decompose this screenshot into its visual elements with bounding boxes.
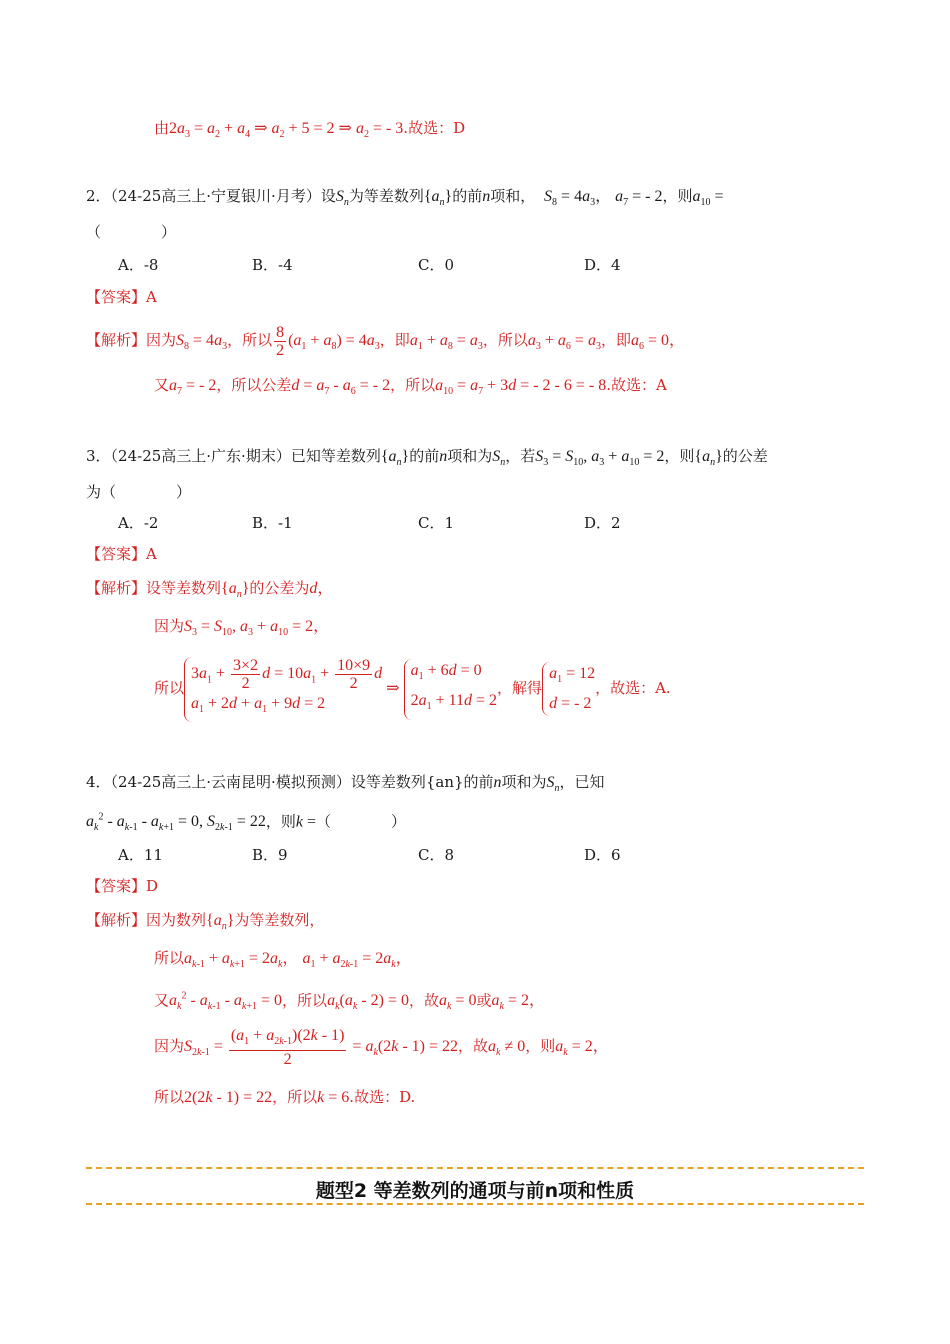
analysis-text: .故选：D. <box>349 1088 416 1106</box>
q4-text: 项和为 <box>501 773 547 791</box>
q3-analysis-line1: 【解析】设等差数列$\{a_n\}$的公差为d， <box>86 579 334 601</box>
analysis-label: 【解析】 <box>86 911 147 929</box>
analysis-text: ，故 <box>458 1037 489 1055</box>
section-divider-bottom <box>86 1203 864 1205</box>
q3-text: 的公差 <box>722 447 768 465</box>
q4-text: （ ） <box>316 812 407 831</box>
section-divider-top <box>86 1167 864 1169</box>
q4-option-d: D．6 <box>584 846 621 864</box>
q4-text: 设等差数列{an}的前 <box>350 773 494 791</box>
analysis-text: 因为 <box>154 617 185 635</box>
q2-option-b: B．-4 <box>252 256 293 274</box>
q2-answer <box>86 287 157 307</box>
q3-number: 3． <box>86 447 111 465</box>
analysis-text: ，所以 <box>390 376 436 394</box>
analysis-label: 【解析】 <box>86 579 147 597</box>
analysis-text: 所以 <box>154 949 185 967</box>
q2-analysis-line2: 又$a_7$ = - 2，所以公差$d = a_7 - a_6$ = - 2，所以$a_{10} = a_7 + 3d$ = - 2 - 6 = - 8.故选：A <box>154 376 667 398</box>
analysis-text: ，所以 <box>227 331 273 349</box>
choice-text: .故选：D <box>403 119 466 137</box>
q2-text: ，则 <box>662 187 693 205</box>
analysis-text: ，所以公差 <box>216 376 292 394</box>
q3-text: 的前 <box>409 447 440 465</box>
q4-analysis-line5: 所以2(2k - 1) = 22，所以k = 6.故选：D. <box>154 1088 416 1106</box>
q3-blank: 为（ ） <box>86 483 192 501</box>
section-title: 题型2 等差数列的通项与前n项和性质 <box>315 1180 635 1202</box>
q3-source: （24-25高三上·广东·期末） <box>110 447 291 465</box>
q4-stem-line2: $a_k^2 - a_{k-1} - a_{k+1} = 0$, $S_{2k-1} = 22$，则k =（ ） <box>86 812 407 834</box>
q2-stem: 2．（24-25高三上·宁夏银川·月考）设$S_n$为等差数列$\{a_n\}$的前n项和， $S_8 = 4a_3$， $a_7$ = - 2，则$a_{10}$ = <box>86 187 724 209</box>
answer-value: A <box>146 288 157 306</box>
analysis-text: 因为 <box>154 1037 185 1055</box>
analysis-text: ，故 <box>408 991 439 1010</box>
analysis-text: 又 <box>154 991 170 1010</box>
q2-blank: （ ） <box>86 223 177 241</box>
answer-label: 【答案】 <box>86 545 147 563</box>
q4-option-a: A．11 <box>118 846 163 864</box>
q3-answer <box>86 544 157 564</box>
analysis-text: 所以 <box>154 679 185 697</box>
q2-text: 项和， <box>490 187 536 205</box>
q2-text: 的前 <box>452 187 483 205</box>
q4-text: ，已知 <box>559 773 605 791</box>
analysis-text: 因为数列 <box>146 911 207 929</box>
analysis-text: 或 <box>476 991 492 1010</box>
q3-text: ，若 <box>505 447 536 465</box>
q3-analysis-line2: 因为$S_3 = S_{10}$, $a_3 + a_{10} = 2$， <box>154 617 330 639</box>
q4-analysis-line2: 所以$a_{k-1} + a_{k+1} = 2a_k$， $a_1 + a_{2k-1} = 2a_k$， <box>154 949 412 971</box>
q2-text: 设 <box>320 187 336 205</box>
answer-value: D <box>146 877 159 895</box>
q2-option-c: C．0 <box>418 256 455 274</box>
q4-option-b: B．9 <box>252 846 288 864</box>
lead-text: 由 <box>154 119 170 137</box>
previous-solution-line <box>154 118 465 145</box>
answer-value: A <box>146 545 157 563</box>
q4-text: ，则 <box>265 812 296 831</box>
analysis-text: ，即 <box>600 331 631 349</box>
q2-source: （24-25高三上·宁夏银川·月考） <box>110 187 321 205</box>
analysis-text: ，解得 <box>497 679 543 697</box>
q4-number: 4． <box>86 773 111 791</box>
q3-option-a: A．-2 <box>118 514 159 532</box>
q4-analysis-line3: 又$a_k^2 - a_{k-1} - a_{k+1} = 0$，所以$a_k(a_k - 2) = 0$，故$a_k = 0$或$a_k = 2$， <box>154 991 545 1013</box>
q3-text: 项和为 <box>447 447 493 465</box>
q3-option-b: B．-1 <box>252 514 293 532</box>
analysis-text: 所以 <box>154 1088 185 1106</box>
answer-label: 【答案】 <box>86 288 147 306</box>
q3-option-d: D．2 <box>584 514 621 532</box>
analysis-text: 为等差数列， <box>234 911 325 929</box>
analysis-text: ，所以 <box>482 331 528 349</box>
q4-option-c: C．8 <box>418 846 455 864</box>
analysis-text: 又 <box>154 376 170 394</box>
q3-stem: 3．（24-25高三上·广东·期末）已知等差数列$\{a_n\}$的前n项和为$S_n$，若$S_3 = S_{10}$, $a_3 + a_{10} = 2$，则$\{a_n\}$的公差 <box>86 447 768 469</box>
q2-option-a: A．-8 <box>118 256 159 274</box>
analysis-text: ，所以 <box>272 1088 318 1106</box>
q2-analysis-line1: 【解析】因为$S_8 = 4a_3$，所以 $\frac{8}{2}$ $(a_1 + a_8) = 4a_3$，即$a_1 + a_8 = a_3$，所以$a_3 + a_6 = a_3$，即$a_6 = 0$， <box>86 323 685 359</box>
analysis-text: ，则 <box>525 1037 556 1055</box>
q3-text: ，则 <box>664 447 695 465</box>
q4-answer <box>86 876 158 896</box>
q2-option-d: D．4 <box>584 256 621 274</box>
q3-analysis-line3: 所以$3a_1$ + $\frac{3\times 2}{2}$ $d = 10a_1$ + $\frac{10\times 9}{2}$ d $a_1 + 2d + a_1 + 9d = 2$ ⇒ $a_1 + 6d = 0$ $2a_1 + 11d = 2$，解得$a_1 = 12$ d = - 2，故选：A. <box>154 652 671 725</box>
q3-text: 已知等差数列 <box>290 447 381 465</box>
analysis-label: 【解析】 <box>86 331 147 349</box>
analysis-text: ，所以 <box>282 991 328 1010</box>
analysis-text: ，故选：A. <box>595 679 671 697</box>
equation: $2a_3 = a_2 + a_4$ ⇒ $a_2 + 5 = 2$ ⇒ $a_2$ = - 3 <box>169 120 404 141</box>
q4-source: （24-25高三上·云南昆明·模拟预测） <box>110 773 351 791</box>
analysis-text: 设等差数列 <box>146 579 222 597</box>
analysis-text: 的公差为 <box>249 579 310 597</box>
q2-number: 2． <box>86 187 111 205</box>
q2-text: 为等差数列 <box>348 187 424 205</box>
q4-stem: 4．（24-25高三上·云南昆明·模拟预测）设等差数列{an}的前n项和为$S_n$，已知 <box>86 773 605 795</box>
analysis-text: ，即 <box>379 331 410 349</box>
q4-analysis-line1: 【解析】因为数列$\{a_n\}$为等差数列， <box>86 911 325 933</box>
answer-label: 【答案】 <box>86 877 147 895</box>
analysis-text: 因为 <box>146 331 177 349</box>
analysis-text: .故选：A <box>606 376 667 394</box>
q3-option-c: C．1 <box>418 514 455 532</box>
q4-analysis-line4: 因为$S_{2k-1}$ = $\frac{(a_1 + a_{2k-1})(2k - 1)}{2}$ = $a_k(2k - 1) = 22$，故$a_k \ne 0$，则$a_k = 2$， <box>154 1026 609 1068</box>
